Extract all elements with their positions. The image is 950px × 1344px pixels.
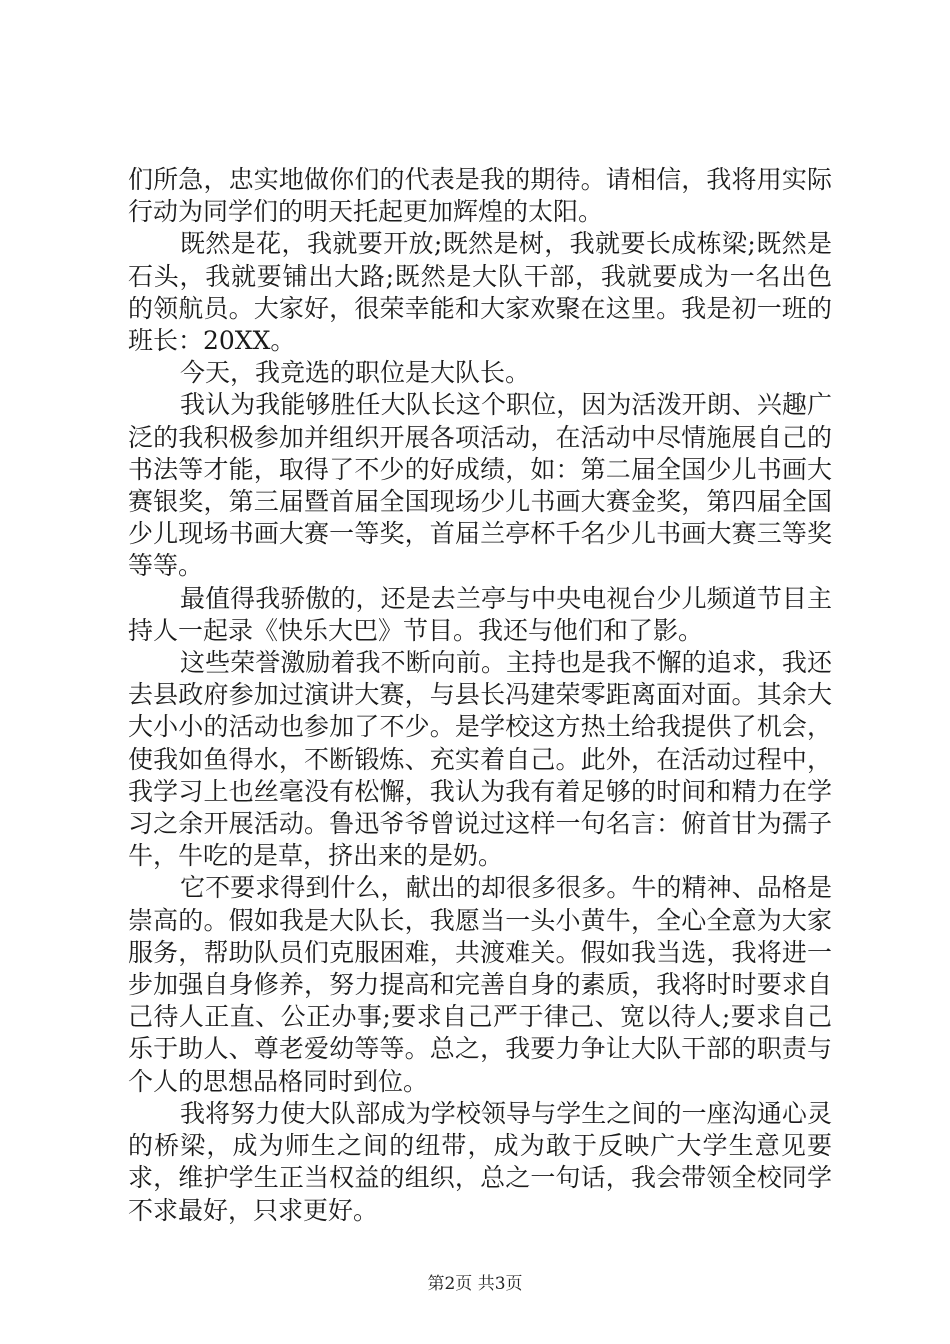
- paragraph: 今天，我竞选的职位是大队长。: [180, 358, 531, 388]
- paragraph: 我将努力使大队部成为学校领导与学生之间的一座沟通心灵的桥梁，成为师生之间的纽带，成为敢于反映广大学生意见要求，维护学生正当权益的组织，总之一句话，我会带领全校同学不求最好，只求更好。: [128, 1098, 832, 1225]
- paragraph: 它不要求得到什么，献出的却很多很多。牛的精神、品格是崇高的。假如我是大队长，我愿当一头小黄牛，全心全意为大家服务，帮助队员们克服困难，共渡难关。假如我当选，我将进一步加强自身修养，努力提高和完善自身的素质，我将时时要求自己待人正直、公正办事;要求自己严于律己、宽以待人;要求自己乐于助人、尊老爱幼等等。总之，我要力争让大队干部的职责与个人的思想品格同时到位。: [128, 873, 832, 1096]
- paragraph: 这些荣誉激励着我不断向前。主持也是我不懈的追求，我还去县政府参加过演讲大赛，与县长冯建荣零距离面对面。其余大大小小的活动也参加了不少。是学校这方热土给我提供了机会，使我如鱼得水，不断锻炼、充实着自己。此外，在活动过程中，我学习上也丝毫没有松懈，我认为我有着足够的时间和精力在学习之余开展活动。鲁迅爷爷曾说过这样一句名言：俯首甘为孺子牛，牛吃的是草，挤出来的是奶。: [128, 648, 832, 871]
- paragraph: 既然是花，我就要开放;既然是树，我就要长成栋梁;既然是石头，我就要铺出大路;既然是大队干部，我就要成为一名出色的领航员。大家好，很荣幸能和大家欢聚在这里。我是初一班的班长：20XX。: [128, 229, 832, 356]
- page-number-footer: 第2页 共3页: [427, 1274, 523, 1294]
- body-text: [128, 164, 832, 1227]
- paragraph-continuation: 们所急，忠实地做你们的代表是我的期待。请相信，我将用实际行动为同学们的明天托起更加辉煌的太阳。: [128, 165, 832, 227]
- paragraph: 我认为我能够胜任大队长这个职位，因为活泼开朗、兴趣广泛的我积极参加并组织开展各项活动，在活动中尽情施展自己的书法等才能，取得了不少的好成绩，如：第二届全国少儿书画大赛银奖，第三届暨首届全国现场少儿书画大赛金奖，第四届全国少儿现场书画大赛一等奖，首届兰亭杯千名少儿书画大赛三等奖等等。: [128, 390, 832, 581]
- paragraph: 最值得我骄傲的，还是去兰亭与中央电视台少儿频道节目主持人一起录《快乐大巴》节目。我还与他们和了影。: [128, 583, 832, 645]
